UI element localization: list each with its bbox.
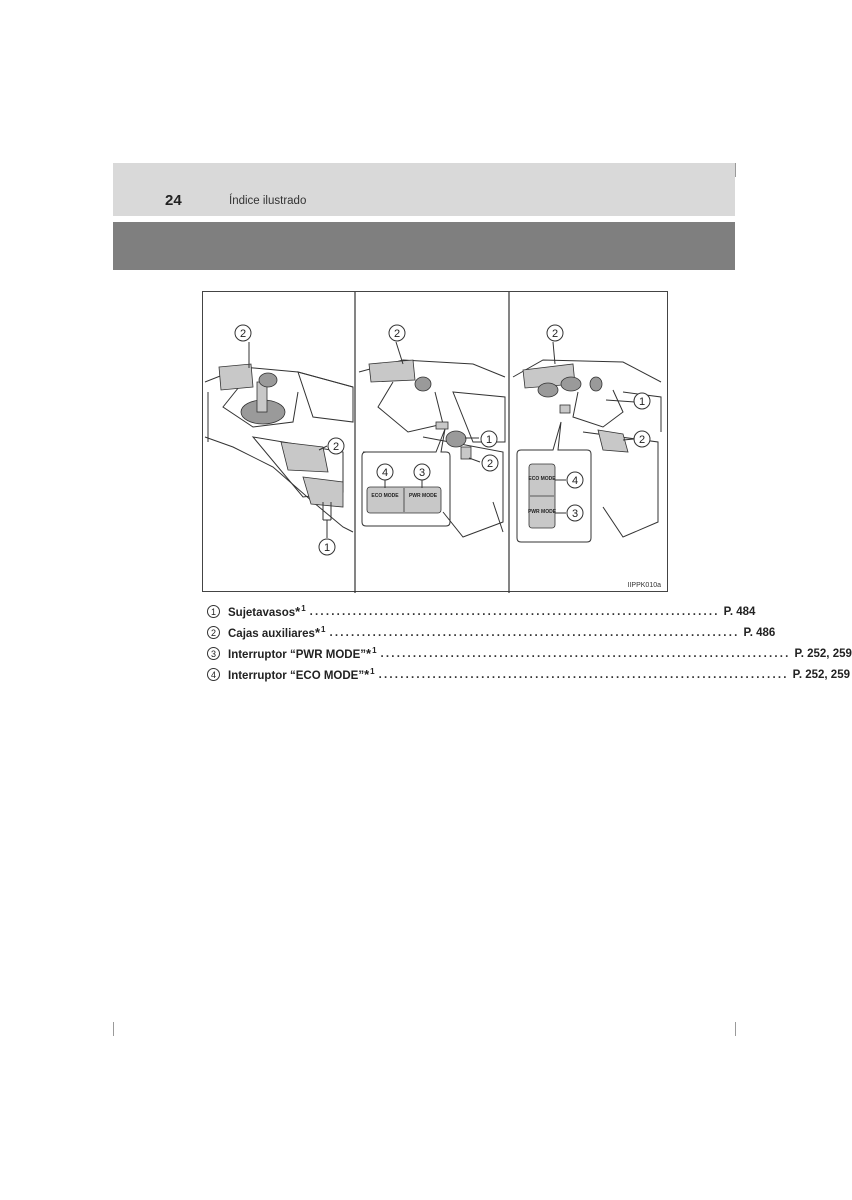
callout-label: 3 (418, 467, 426, 479)
callout-label: 2 (239, 328, 247, 340)
illustration-figure (202, 291, 668, 592)
asterisk-mark: * (366, 646, 372, 661)
callout-2 (547, 325, 563, 341)
footnote-ref: 1 (301, 604, 306, 613)
callout-label: 3 (571, 508, 579, 520)
callout-label: 1 (323, 542, 331, 554)
section-band (113, 222, 735, 270)
crop-mark (735, 163, 736, 177)
eco-mode-switch-label: ECO MODE (371, 493, 399, 499)
eco-mode-switch-label: ECO MODE (528, 476, 556, 482)
callout-2 (389, 325, 405, 341)
callout-label: 2 (393, 328, 401, 340)
pwr-mode-switch-label: PWR MODE (527, 509, 557, 515)
callout-1 (319, 539, 335, 555)
callout-2 (235, 325, 251, 341)
item-number: 4 (207, 668, 220, 681)
console-illustration (203, 292, 669, 593)
leader-dots: ............................................................................ (380, 647, 791, 660)
footnote-ref: 1 (321, 625, 326, 634)
callout-label: 2 (486, 458, 494, 470)
callout-label: 2 (332, 441, 340, 453)
callout-label: 1 (485, 434, 493, 446)
legend-item (207, 622, 776, 643)
page-reference[interactable]: P. 252, 259 (792, 668, 850, 681)
callout-label: 2 (551, 328, 559, 340)
item-label: Sujetavasos*$^1$ (228, 604, 306, 619)
item-label: Interruptor “PWR MODE”*$^1$ (228, 646, 377, 661)
item-label: Cajas auxiliares*$^1$ (228, 625, 326, 640)
callout-label: 2 (638, 434, 646, 446)
legend-item (207, 664, 850, 685)
page-number: 24 (165, 192, 182, 209)
panel-center-console-switches (359, 325, 505, 537)
figure-code: IIPPK010a (627, 582, 661, 589)
leader-dots: ............................................................................ (329, 626, 740, 639)
callout-1 (481, 431, 497, 447)
crop-mark (113, 1022, 114, 1036)
item-number: 3 (207, 647, 220, 660)
asterisk-mark: * (314, 625, 321, 640)
pwr-mode-switch-label: PWR MODE (408, 493, 438, 499)
legend-item (207, 601, 756, 622)
footnote-ref: 1 (370, 667, 375, 676)
footnote-ref: 1 (372, 646, 377, 655)
item-number: 2 (207, 626, 220, 639)
leader-dots: ............................................................................ (309, 605, 720, 618)
callout-3 (567, 505, 583, 521)
item-label: Interruptor “ECO MODE”*$^1$ (228, 667, 375, 682)
page-reference[interactable]: P. 252, 259 (794, 647, 852, 660)
callout-label: 4 (571, 475, 579, 487)
panel-automatic-console (513, 325, 661, 542)
section-title: Índice ilustrado (229, 195, 307, 207)
panel-manual-console (205, 325, 353, 555)
header-band (113, 163, 735, 216)
callout-2 (634, 431, 650, 447)
callout-2 (482, 455, 498, 471)
callout-label: 1 (638, 396, 646, 408)
asterisk-mark: * (295, 604, 301, 619)
callout-2 (328, 438, 344, 454)
callout-1 (634, 393, 650, 409)
callout-4 (567, 472, 583, 488)
page-reference[interactable]: P. 486 (743, 626, 776, 639)
asterisk-mark: * (364, 667, 370, 682)
callout-3 (414, 464, 430, 480)
leader-dots: ............................................................................ (378, 668, 789, 681)
legend-item (207, 643, 852, 664)
legend-list (207, 601, 852, 685)
callout-label: 4 (381, 467, 389, 479)
item-number: 1 (207, 605, 220, 618)
page-reference[interactable]: P. 484 (723, 605, 756, 618)
callout-4 (377, 464, 393, 480)
crop-mark (735, 1022, 736, 1036)
